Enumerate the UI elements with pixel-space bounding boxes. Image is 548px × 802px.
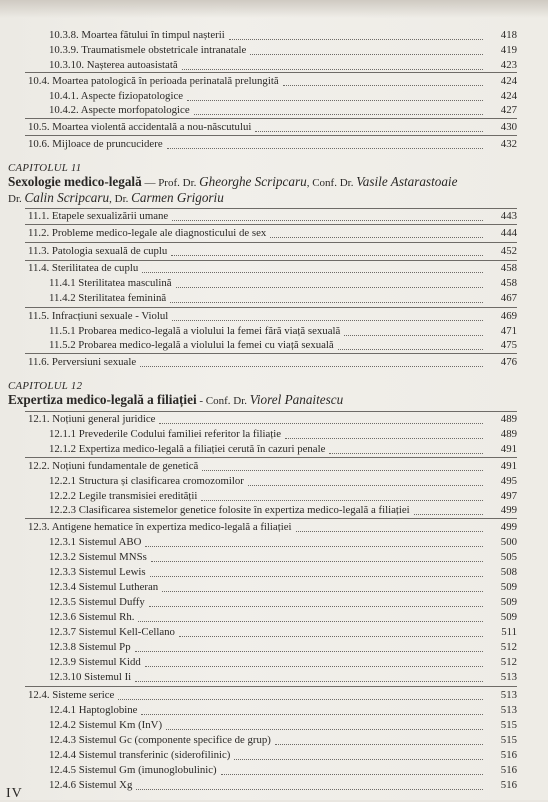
toc-entry: 11.4.2 Sterilitatea feminină 467: [49, 291, 517, 306]
dot-leader: [172, 305, 483, 321]
toc-entry: 11.4. Sterilitatea de cuplu 458: [28, 261, 517, 276]
dot-leader: [194, 99, 483, 115]
toc-entry: 12.1.1 Prevederile Codului familiei referitor la filiație 489: [49, 427, 517, 442]
toc-entry: 12.4.3 Sistemul Gc (componente specifice de grup) 515: [49, 733, 517, 748]
toc-entry: 10.3.10. Nașterea autoasistată 423: [49, 58, 517, 73]
dot-leader: [140, 351, 483, 367]
chapter-label: CAPITOLUL 12: [8, 380, 83, 392]
dot-leader: [234, 744, 483, 760]
toc-entry: 10.4. Moartea patologică în perioada perinatală prelungită 424: [28, 74, 517, 89]
toc-entry: 10.6. Mijloace de pruncucidere 432: [28, 137, 517, 152]
toc-entry: 11.3. Patologia sexuală de cuplu 452: [28, 244, 517, 259]
toc-entry: 11.5.1 Probarea medico-legală a violului la femei fără viață sexuală 471: [49, 324, 517, 339]
toc-entry: 12.3.9 Sistemul Kidd 512: [49, 655, 517, 670]
dot-leader: [221, 759, 483, 775]
toc-entry: 12.2. Noțiuni fundamentale de genetică 491: [28, 459, 517, 474]
dot-leader: [172, 205, 483, 221]
chapter-label: CAPITOLUL 11: [8, 162, 82, 174]
dot-leader: [135, 636, 483, 652]
toc-entry: 12.3.6 Sistemul Rh. 509: [49, 610, 517, 625]
toc-entry: 12.3.8 Sistemul Pp 512: [49, 640, 517, 655]
dot-leader: [136, 774, 483, 790]
dot-leader: [283, 70, 483, 86]
dot-leader: [166, 714, 483, 730]
toc-entry: 12.1. Noțiuni general juridice 489: [28, 412, 517, 427]
dot-leader: [248, 470, 483, 486]
dot-leader: [182, 54, 483, 70]
toc-entry: 12.2.3 Clasificarea sistemelor genetice folosite în expertiza medico-legală a filiației 499: [49, 503, 517, 518]
toc-entry: 11.6. Perversiuni sexuale 476: [28, 355, 517, 370]
author-name: Vasile Astarastoaie: [356, 174, 458, 189]
dot-leader: [135, 666, 483, 682]
dot-leader: [170, 287, 483, 303]
toc-entry: 12.3.10 Sistemul Ii 513: [49, 670, 517, 685]
toc-entry: 12.4.4 Sistemul transferinic (siderofilinic) 516: [49, 748, 517, 763]
dot-leader: [162, 576, 483, 592]
dot-leader: [179, 621, 483, 637]
toc-entry: 12.1.2 Expertiza medico-legală a filiației cerută în cazuri penale 491: [49, 442, 517, 457]
dot-leader: [167, 133, 483, 149]
toc-entry: 12.2.2 Legile transmisiei eredității 497: [49, 489, 517, 504]
toc-entry: 10.4.2. Aspecte morfopatologice 427: [49, 103, 517, 118]
dot-leader: [145, 531, 483, 547]
toc-entry: 12.3.2 Sistemul MNSs 505: [49, 550, 517, 565]
dot-leader: [229, 24, 483, 40]
chapter-title-text: Sexologie medico-legală: [8, 174, 142, 189]
dot-leader: [202, 455, 483, 471]
toc-entry: 10.5. Moartea violentă accidentală a nou-născutului 430: [28, 120, 517, 135]
toc-entry: 12.4.5 Sistemul Gm (imunoglobulinic) 516: [49, 763, 517, 778]
toc-entry: 12.4.2 Sistemul Km (InV) 515: [49, 718, 517, 733]
toc-entry: 12.4.1 Haptoglobine 513: [49, 703, 517, 718]
dot-leader: [250, 39, 483, 55]
dot-leader: [296, 516, 483, 532]
toc-entry: 12.4. Sisteme serice 513: [28, 688, 517, 703]
dot-leader: [141, 699, 483, 715]
dot-leader: [149, 591, 483, 607]
dot-leader: [270, 222, 483, 238]
dot-leader: [275, 729, 483, 745]
toc-entry: 12.3. Antigene hematice în expertiza medico-legală a filiației 499: [28, 520, 517, 535]
toc-entry: 11.1. Etapele sexualizării umane 443: [28, 209, 517, 224]
dot-leader: [142, 257, 483, 273]
chapter-authors-line2: Dr. Calin Scripcaru, Dr. Carmen Grigoriu: [8, 190, 224, 205]
dot-leader: [255, 116, 483, 132]
dot-leader: [171, 240, 483, 256]
toc-entry: 11.4.1 Sterilitatea masculină 458: [49, 276, 517, 291]
dot-leader: [329, 438, 483, 454]
author-name: Carmen Grigoriu: [131, 190, 224, 205]
toc-entry: 11.5. Infracțiuni sexuale - Violul 469: [28, 309, 517, 324]
toc-entry: 12.2.1 Structura și clasificarea cromozomilor 495: [49, 474, 517, 489]
toc-entry: 12.3.3 Sistemul Lewis 508: [49, 565, 517, 580]
dot-leader: [151, 546, 483, 562]
dot-leader: [145, 651, 483, 667]
dot-leader: [138, 606, 483, 622]
dot-leader: [285, 423, 483, 439]
author-name: Viorel Panaitescu: [249, 392, 344, 407]
page-shadow: [0, 0, 548, 18]
chapter-title-text: Expertiza medico-legală a filiației: [8, 392, 197, 407]
toc-entry: 11.5.2 Probarea medico-legală a violului la femei cu viață sexuală 475: [49, 338, 517, 353]
dot-leader: [176, 272, 483, 288]
toc-entry: 12.3.4 Sistemul Lutheran 509: [49, 580, 517, 595]
author-name: Gheorghe Scripcaru: [199, 174, 307, 189]
toc-entry: 12.3.7 Sistemul Kell-Cellano 511: [49, 625, 517, 640]
dot-leader: [150, 561, 483, 577]
dot-leader: [414, 499, 483, 515]
dot-leader: [118, 684, 483, 700]
toc-entry: 10.3.9. Traumatismele obstetricale intranatale 419: [49, 43, 517, 58]
dot-leader: [159, 408, 483, 424]
toc-entry: 12.4.6 Sistemul Xg 516: [49, 778, 517, 793]
toc-entry: 10.3.8. Moartea fătului în timpul nașterii 418: [49, 28, 517, 43]
toc-entry: 11.2. Probleme medico-legale ale diagnosticului de sex 444: [28, 226, 517, 241]
chapter-title: Sexologie medico-legală — Prof. Dr. Gheorghe Scripcaru, Conf. Dr. Vasile Astarastoaie: [8, 174, 458, 189]
dot-leader: [338, 334, 483, 350]
author-name: Calin Scripcaru: [24, 190, 110, 205]
page-number: IV: [6, 786, 23, 801]
toc-entry: 12.3.5 Sistemul Duffy 509: [49, 595, 517, 610]
toc-entry: 10.4.1. Aspecte fiziopatologice 424: [49, 89, 517, 104]
toc-entry: 12.3.1 Sistemul ABO 500: [49, 535, 517, 550]
chapter-title: Expertiza medico-legală a filiației - Conf. Dr. Viorel Panaitescu: [8, 392, 344, 407]
